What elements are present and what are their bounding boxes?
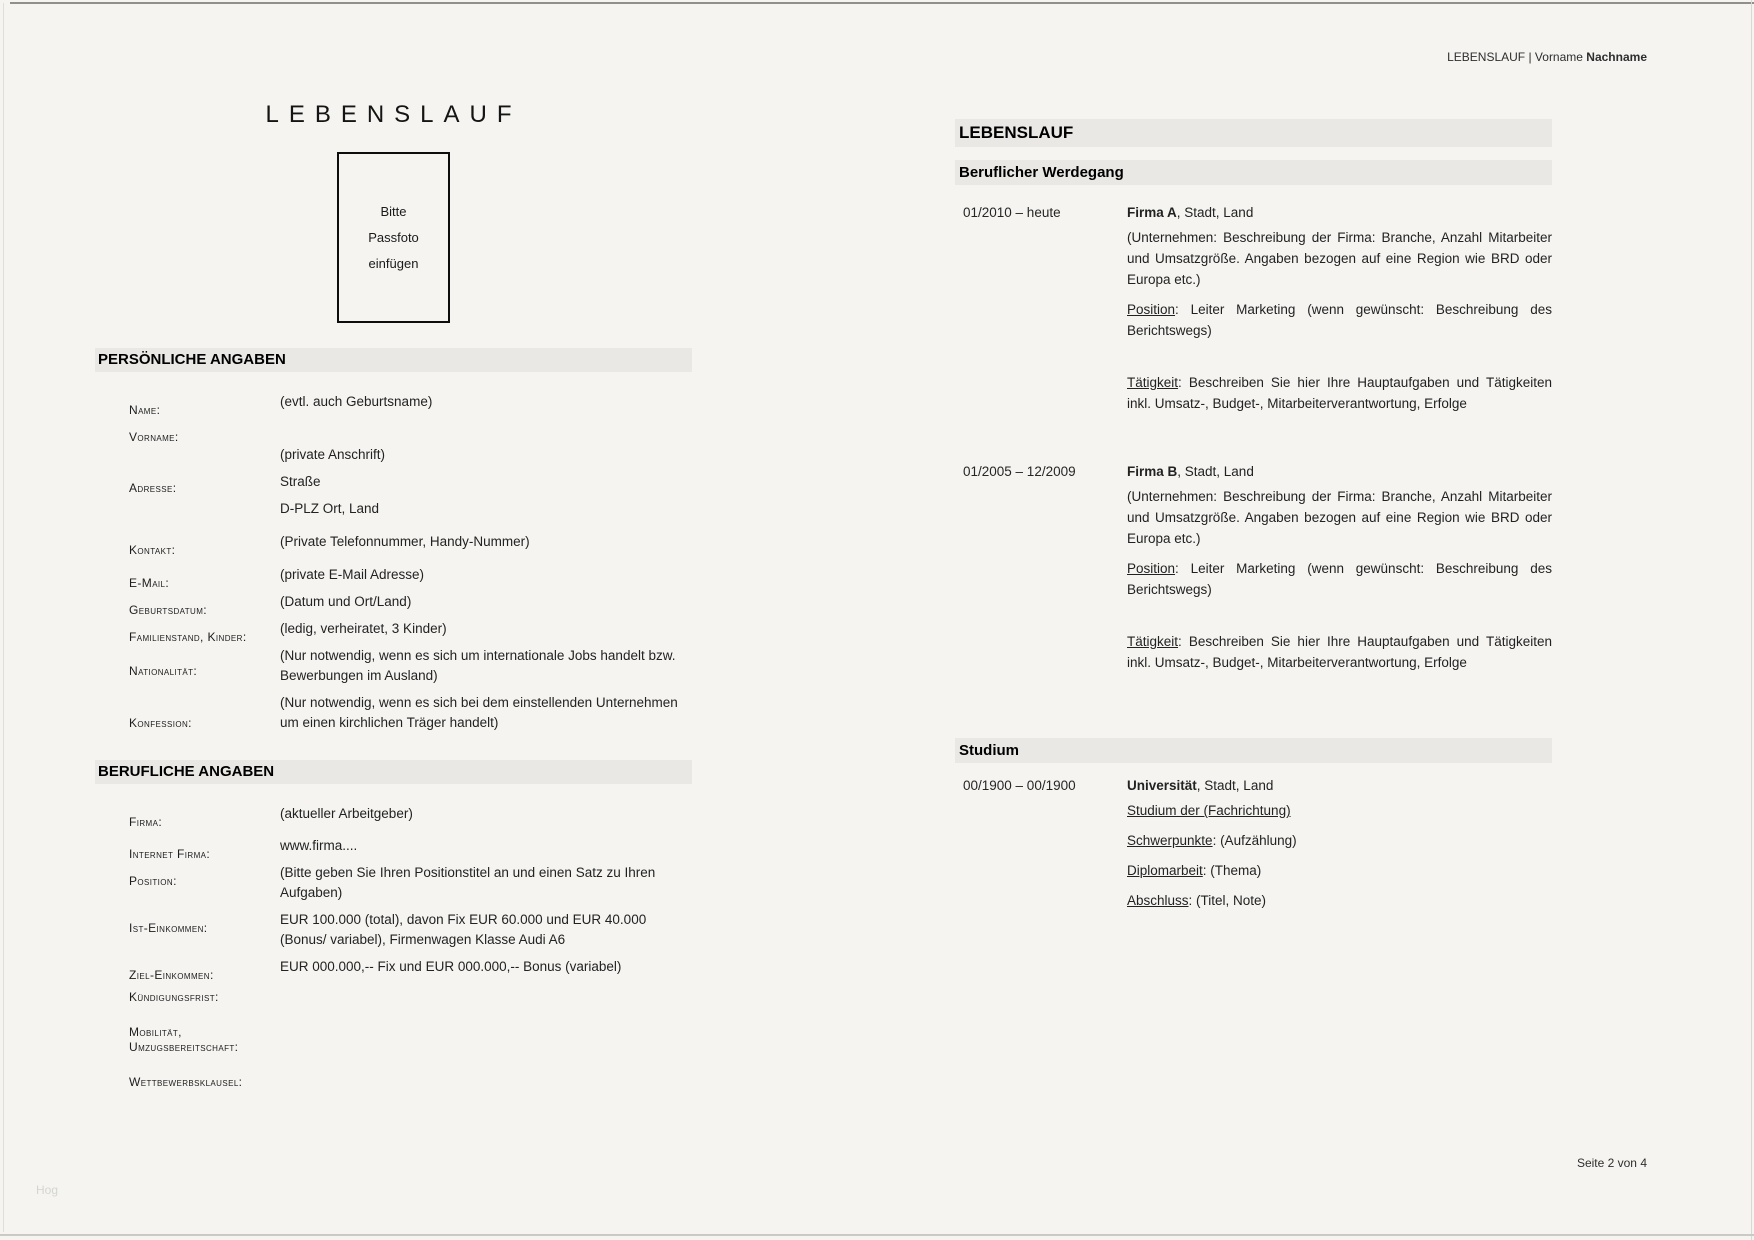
cv-title: LEBENSLAUF xyxy=(265,101,522,128)
entry-date-range: 00/1900 – 00/1900 xyxy=(963,778,1076,793)
field-label: Geburtsdatum: xyxy=(129,603,208,617)
row-vorname xyxy=(95,419,692,445)
field-value xyxy=(280,532,692,559)
education-entry xyxy=(955,775,1552,920)
field-value xyxy=(280,910,692,957)
entry-date-range: 01/2005 – 12/2009 xyxy=(963,464,1076,479)
field-value-line: Straße xyxy=(280,474,321,489)
row-ist-einkommen xyxy=(95,910,692,957)
entry-date-range: 01/2010 – heute xyxy=(963,205,1061,220)
field-value-line: EUR 000.000,-- Fix und EUR 000.000,-- Bonus (variabel) xyxy=(280,959,622,974)
row-email xyxy=(95,565,692,592)
entry-company xyxy=(1127,461,1552,482)
field-value-line: (Bitte geben Sie Ihren Positionstitel an und einen Satz zu Ihren Aufgaben) xyxy=(280,865,656,900)
field-value xyxy=(280,565,692,592)
study-thesis xyxy=(1127,860,1552,881)
photo-placeholder-line: Passfoto xyxy=(368,229,419,245)
field-label: Mobilität, Umzugsbereitschaft: xyxy=(129,1025,239,1054)
focus-label: Schwerpunkte xyxy=(1127,833,1213,848)
page-bottom-edge xyxy=(0,1234,1754,1236)
section-heading-education: Studium xyxy=(955,738,1552,763)
field-value xyxy=(280,804,692,831)
running-header-name: Nachname xyxy=(1586,50,1647,64)
field-label: E-Mail: xyxy=(129,576,170,590)
field-label: Name: xyxy=(129,403,161,417)
field-value xyxy=(280,445,692,526)
thesis-label: Diplomarbeit xyxy=(1127,863,1203,878)
field-label: Firma: xyxy=(129,815,163,829)
personal-rows xyxy=(95,372,692,740)
field-value xyxy=(280,592,692,619)
field-value-line: (Private Telefonnummer, Handy-Nummer) xyxy=(280,534,530,549)
row-firma xyxy=(95,804,692,831)
university-location: , Stadt, Land xyxy=(1196,778,1274,793)
row-position xyxy=(95,863,692,910)
entry-position xyxy=(1127,299,1552,341)
field-value xyxy=(280,619,692,646)
row-kontakt xyxy=(95,532,692,559)
company-location: , Stadt, Land xyxy=(1177,464,1254,479)
watermark-text: Hog xyxy=(36,1183,59,1197)
field-value xyxy=(280,984,692,1009)
taetigkeit-text: : Beschreiben Sie hier Ihre Hauptaufgaben und Tätigkeiten inkl. Umsatz-, Budget-, Mitarbeiterverantwortung, Erfolge xyxy=(1127,375,1552,411)
degree-label: Abschluss xyxy=(1127,893,1189,908)
field-label: Kündigungsfrist: xyxy=(129,990,219,1004)
field-label: Konfession: xyxy=(129,716,192,730)
entry-body xyxy=(1127,775,1552,920)
degree-text: : (Titel, Note) xyxy=(1188,893,1267,908)
page-number: Seite 2 von 4 xyxy=(1576,1156,1647,1170)
entry-description: (Unternehmen: Beschreibung der Firma: Branche, Anzahl Mitarbeiter und Umsatzgröße. Angaben bezogen auf eine Region wie BRD oder Europa etc.) xyxy=(1127,230,1552,287)
field-value xyxy=(280,863,692,910)
section-heading-personal: PERSÖNLICHE ANGABEN xyxy=(95,348,692,372)
field-value xyxy=(280,957,692,984)
field-value xyxy=(280,1019,692,1059)
field-label: Nationalität: xyxy=(129,664,198,678)
taetigkeit-label: Tätigkeit xyxy=(1127,375,1179,390)
field-value xyxy=(280,646,692,693)
field-value-line: (private E-Mail Adresse) xyxy=(280,567,425,582)
row-familienstand xyxy=(95,619,692,646)
field-label: Position: xyxy=(129,874,177,888)
entry-company xyxy=(1127,202,1552,223)
photo-placeholder-line: einfügen xyxy=(368,255,419,271)
field-value xyxy=(280,392,692,419)
field-label: Ziel-Einkommen: xyxy=(129,968,214,982)
row-geburtsdatum xyxy=(95,592,692,619)
taetigkeit-label: Tätigkeit xyxy=(1127,634,1179,649)
field-label: Wettbewerbsklausel: xyxy=(129,1075,243,1089)
field-value-line: (Datum und Ort/Land) xyxy=(280,594,412,609)
field-label: Vorname: xyxy=(129,430,179,444)
entry-description: (Unternehmen: Beschreibung der Firma: Branche, Anzahl Mitarbeiter und Umsatzgröße. Angaben bezogen auf eine Region wie BRD oder Europa etc.) xyxy=(1127,489,1552,546)
section-heading-professional: BERUFLICHE ANGABEN xyxy=(95,760,692,784)
page-right-edge xyxy=(1751,0,1752,1240)
field-value-line: (ledig, verheiratet, 3 Kinder) xyxy=(280,621,447,636)
professional-rows xyxy=(95,784,692,1094)
field-label: Adresse: xyxy=(129,481,177,495)
row-konfession xyxy=(95,693,692,740)
field-label: Familienstand, Kinder: xyxy=(129,630,247,644)
row-ziel-einkommen xyxy=(95,957,692,984)
field-value-line: D-PLZ Ort, Land xyxy=(280,501,380,516)
left-page-column xyxy=(95,0,692,1104)
section-heading-career: Beruflicher Werdegang xyxy=(955,160,1552,185)
row-adresse xyxy=(95,445,692,526)
row-mobilitaet xyxy=(95,1019,692,1059)
study-subject xyxy=(1127,800,1552,821)
taetigkeit-text: : Beschreiben Sie hier Ihre Hauptaufgaben und Tätigkeiten inkl. Umsatz-, Budget-, Mitarbeiterverantwortung, Erfolge xyxy=(1127,634,1552,670)
row-nationalitaet xyxy=(95,646,692,693)
university-name: Universität xyxy=(1127,778,1197,793)
field-value xyxy=(280,693,692,740)
position-text: : Leiter Marketing (wenn gewünscht: Beschreibung des Berichtswegs) xyxy=(1127,561,1552,597)
page-left-edge xyxy=(3,3,4,1232)
study-focus xyxy=(1127,830,1552,851)
field-value xyxy=(280,1069,692,1094)
passport-photo-placeholder xyxy=(337,152,450,323)
entry-body xyxy=(1127,461,1552,682)
entry-body xyxy=(1127,202,1552,423)
entry-position xyxy=(1127,558,1552,600)
study-degree xyxy=(1127,890,1552,911)
thesis-text: : (Thema) xyxy=(1202,863,1262,878)
right-page-column xyxy=(955,0,1552,920)
row-name xyxy=(95,392,692,419)
career-entry xyxy=(955,202,1552,423)
field-label: Internet Firma: xyxy=(129,847,211,861)
position-label: Position xyxy=(1127,302,1176,317)
company-name: Firma B xyxy=(1127,464,1178,479)
field-value-line: (aktueller Arbeitgeber) xyxy=(280,806,413,821)
field-label: Kontakt: xyxy=(129,543,176,557)
position-text: : Leiter Marketing (wenn gewünscht: Beschreibung des Berichtswegs) xyxy=(1127,302,1552,338)
field-value xyxy=(280,836,692,863)
field-value-line: www.firma.... xyxy=(280,838,358,853)
running-header-text: LEBENSLAUF | Vorname xyxy=(1447,50,1587,64)
field-label: Ist-Einkommen: xyxy=(129,921,208,935)
field-value xyxy=(280,419,692,445)
field-value-line: EUR 100.000 (total), davon Fix EUR 60.000 und EUR 40.000 (Bonus/ variabel), Firmenwagen Klasse Audi A6 xyxy=(280,912,647,947)
photo-placeholder-line: Bitte xyxy=(380,203,407,219)
career-entry xyxy=(955,461,1552,682)
field-value-line: (evtl. auch Geburtsname) xyxy=(280,394,433,409)
row-internet-firma xyxy=(95,836,692,863)
entry-university xyxy=(1127,775,1552,796)
entry-taetigkeit xyxy=(1127,372,1552,414)
position-label: Position xyxy=(1127,561,1176,576)
field-value-line: (Nur notwendig, wenn es sich um internationale Jobs handelt bzw. Bewerbungen im Ausland) xyxy=(280,648,676,683)
company-location: , Stadt, Land xyxy=(1176,205,1254,220)
entry-taetigkeit xyxy=(1127,631,1552,673)
company-name: Firma A xyxy=(1127,205,1177,220)
focus-text: : (Aufzählung) xyxy=(1212,833,1297,848)
study-subject-text: Studium der (Fachrichtung) xyxy=(1127,803,1291,818)
field-value-line: (Nur notwendig, wenn es sich bei dem einstellenden Unternehmen um einen kirchlichen Träger handelt) xyxy=(280,695,678,730)
row-kuendigungsfrist xyxy=(95,984,692,1009)
field-value-line: (private Anschrift) xyxy=(280,447,386,462)
right-page-title: LEBENSLAUF xyxy=(955,119,1552,147)
row-wettbewerbsklausel xyxy=(95,1069,692,1094)
